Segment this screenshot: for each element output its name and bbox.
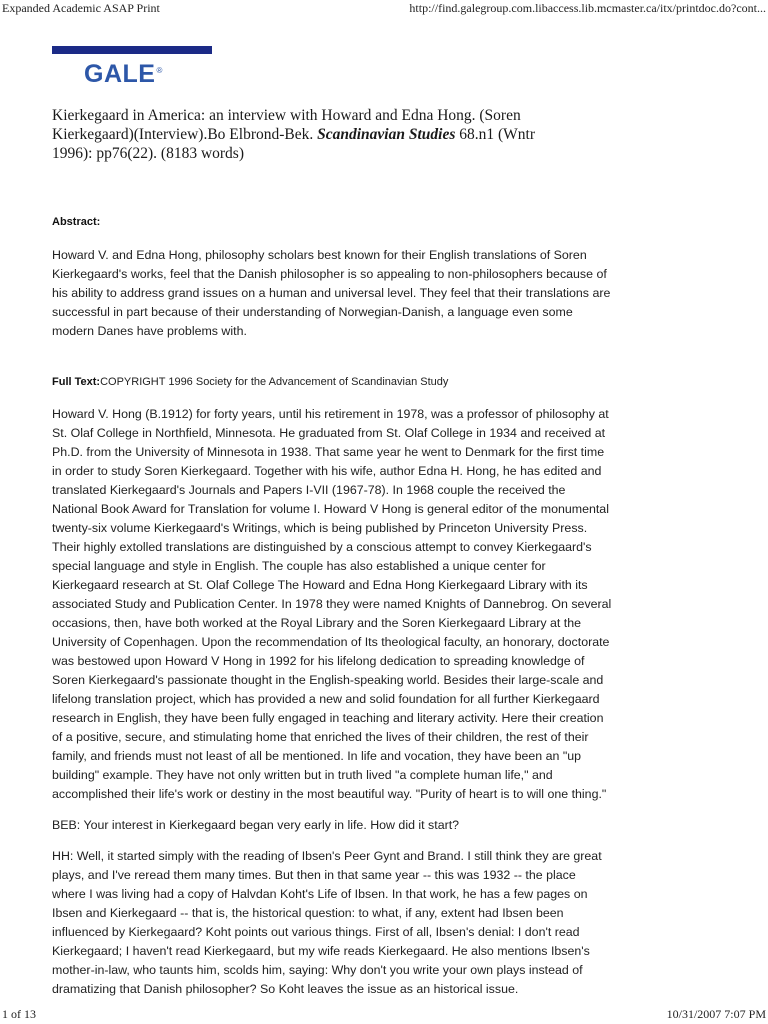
article-title: Kierkegaard in America: an interview with Howard and Edna Hong. (Soren Kierkegaard)(Interview).Bo Elbrond-Bek. xyxy=(52,107,521,143)
gale-logo-text: GALE xyxy=(84,60,156,88)
journal-name: Scandinavian Studies xyxy=(317,126,456,143)
copyright-notice: COPYRIGHT 1996 Society for the Advancement of Scandinavian Study xyxy=(100,376,449,388)
gale-logo-bar xyxy=(52,46,212,54)
article-body xyxy=(52,405,612,1011)
registered-mark: ® xyxy=(156,66,163,75)
print-header-url: http://find.galegroup.com.libaccess.lib.mcmaster.ca/itx/printdoc.do?cont... xyxy=(409,1,766,15)
body-paragraph-3: HH: Well, it started simply with the reading of Ibsen's Peer Gynt and Brand. I still think they are great plays, and I've reread them many times. But then in that same year -- this was 1932 -- the place where I was living had a copy of Halvdan Koht's Life of Ibsen. In that work, he has a few pages on Ibsen and Kierkegaard -- that is, the historical question: to what, if any, extent had Ibsen been influenced by Kierkegaard? Koht points out various things. First of all, Ibsen's denial: I don't read Kierkegaard; I haven't read Kierkegaard, but my wife reads Kierkegaard. He also mentions Ibsen's mother-in-law, who taunts him, scolds him, saying: Why don't you write your own plays instead of dramatizing that Danish philosopher? So Koht leaves the issue as an historical issue. xyxy=(52,849,602,996)
print-header-title: Expanded Academic ASAP Print xyxy=(2,1,160,15)
print-timestamp: 10/31/2007 7:07 PM xyxy=(666,1007,766,1021)
body-paragraph-2: BEB: Your interest in Kierkegaard began very early in life. How did it start? xyxy=(52,818,460,832)
print-header xyxy=(0,0,768,18)
abstract-label: Abstract: xyxy=(52,216,101,228)
page-count: 1 of 13 xyxy=(2,1007,36,1021)
abstract-text: Howard V. and Edna Hong, philosophy scholars best known for their English translations of Soren Kierkegaard's works, feel that the Danish philosopher is so appealing to non-philosophers because of his ability to address grand issues on a human and universal level. They feel that their translations are successful in part because of their understanding of Norwegian-Danish, a language even some modern Danes have problems with. xyxy=(52,248,611,338)
citation-details: 68.n1 (Wntr 1996): pp76(22). (8183 words) xyxy=(52,126,536,162)
article-citation xyxy=(52,106,572,163)
gale-logo xyxy=(84,60,163,94)
print-footer xyxy=(0,1006,768,1024)
full-text-label: Full Text: xyxy=(52,376,101,388)
full-text-line xyxy=(52,376,652,388)
body-paragraph-1: Howard V. Hong (B.1912) for forty years, until his retirement in 1978, was a professor of philosophy at St. Olaf College in Northfield, Minnesota. He graduated from St. Olaf College in 1934 and received at Ph.D. from the University of Minnesota in 1938. That same year he went to Denmark for the first time in order to study Soren Kierkegaard. Together with his wife, author Edna H. Hong, he has edited and translated Kierkegaard's Journals and Papers I-VII (1967-78). In 1968 couple the received the National Book Award for Translation for volume I. Howard V Hong is general editor of the monumental twenty-six volume Kierkegaard's Writings, which is being published by Princeton University Press. Their highly extolled translations are distinguished by a conscious attempt to convey Kierkegaard's special language and style in English. The couple has also established a unique center for Kierkegaard research at St. Olaf College The Howard and Edna Hong Kierkegaard Library with its associated Study and Publication Center. In 1978 they were named Knights of Dannebrog. On several occasions, then, have both worked at the Royal Library and the Soren Kierkegaard Library at the University of Copenhagen. Upon the recommendation of Its theological faculty, an honorary, doctorate was bestowed upon Howard V Hong in 1992 for his lifelong dedication to spreading knowledge of Soren Kierkegaard's passionate thought in the English-speaking world. Besides their large-scale and lifelong translation project, which has provided a new and solid foundation for all further Kierkegaard research in English, they have been fully engaged in teaching and literary activity. Here their creation of a positive, secure, and stimulating home that enriched the lives of their children, the rest of their family, and friends must not least of all be mentioned. In life and vocation, they have been an "up building" example. They have not only written but in truth lived "a complete human life," and accomplished their life's work or destiny in the most beautiful way. "Purity of heart is to will one thing." xyxy=(52,407,612,801)
